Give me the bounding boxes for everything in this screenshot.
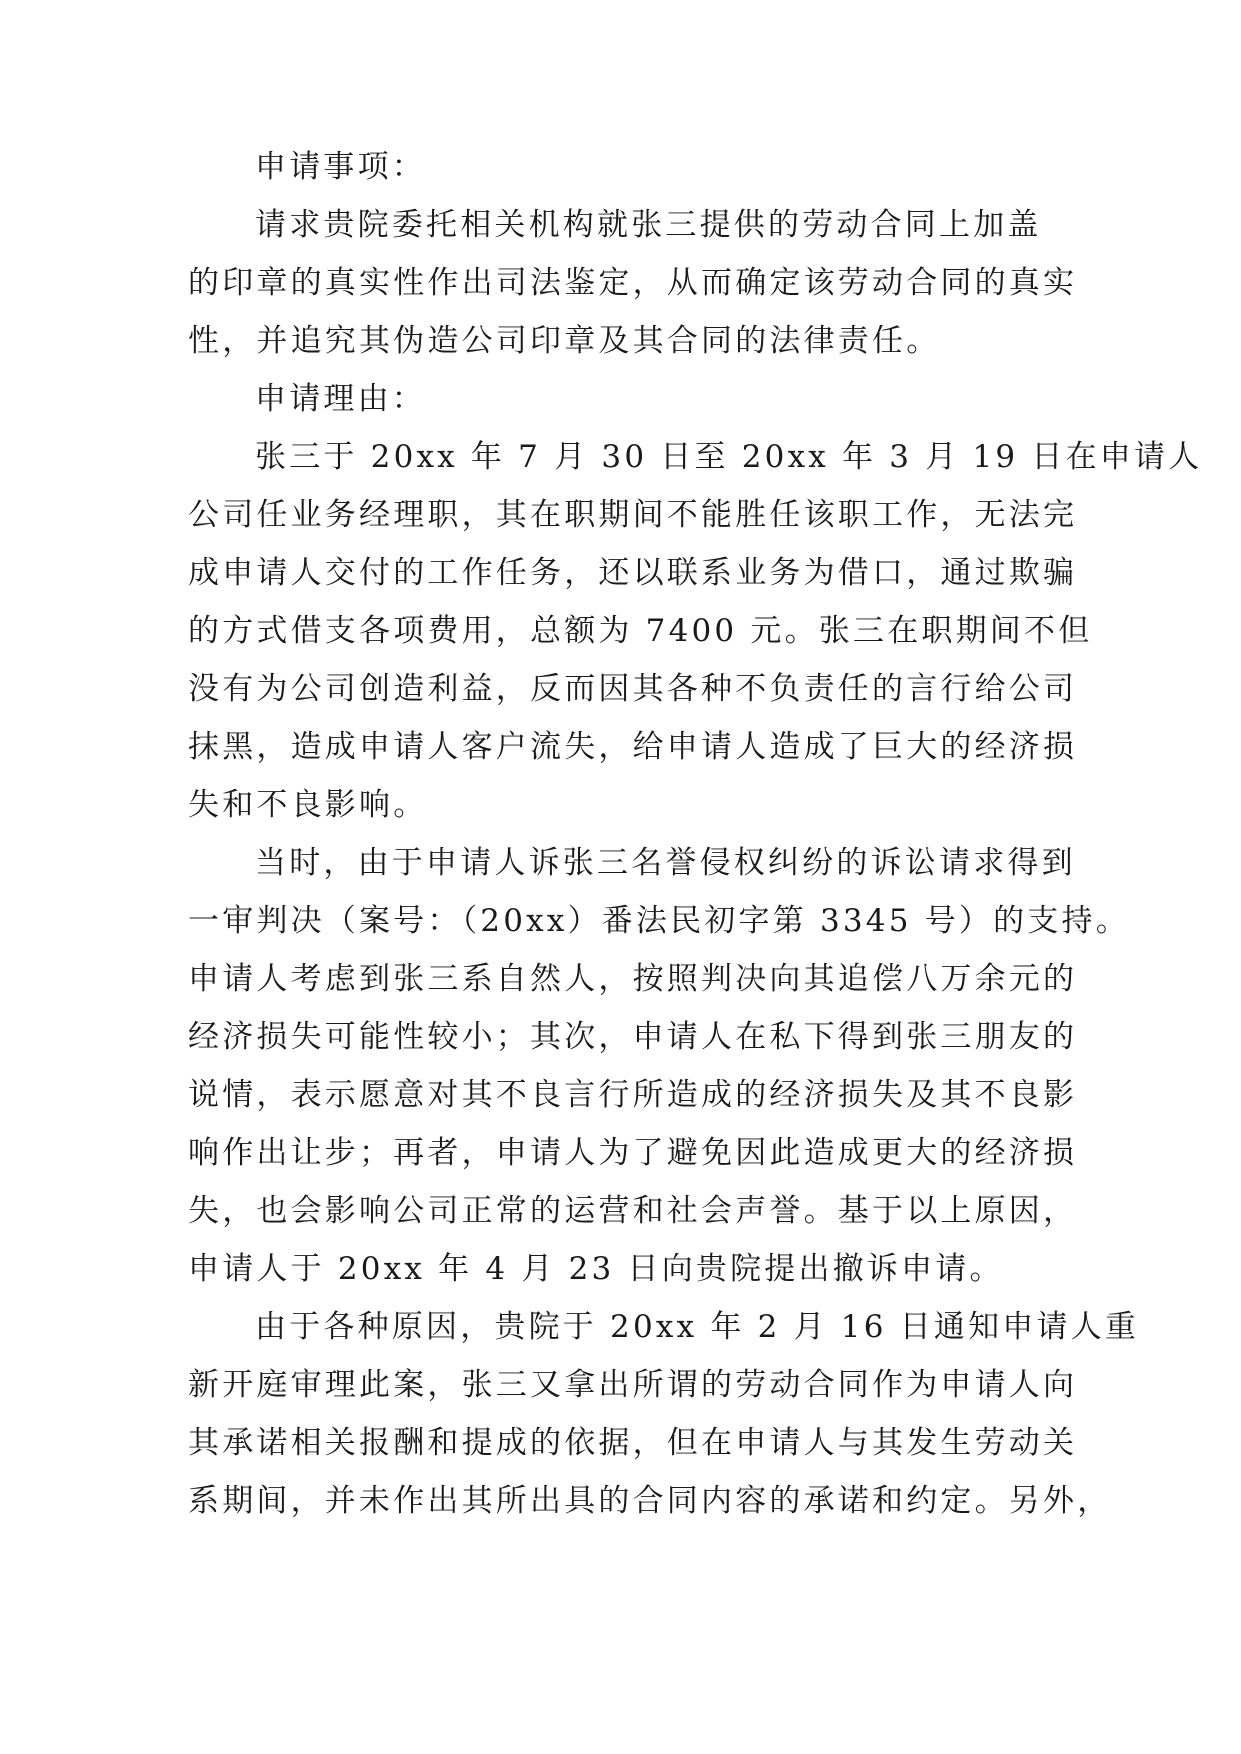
paragraph-line: 的印章的真实性作出司法鉴定，从而确定该劳动合同的真实	[188, 265, 1078, 301]
paragraph-line: 当时，由于申请人诉张三名誉侵权纠纷的诉讼请求得到	[255, 845, 1076, 881]
paragraph-line: 由于各种原因，贵院于 20xx 年 2 月 16 日通知申请人重	[255, 1309, 1140, 1345]
paragraph-line: 申请人考虑到张三系自然人，按照判决向其追偿八万余元的	[188, 961, 1078, 997]
paragraph-line: 公司任业务经理职，其在职期间不能胜任该职工作，无法完	[188, 497, 1078, 533]
paragraph-line: 系期间，并未作出其所出具的合同内容的承诺和约定。另外，	[188, 1483, 1112, 1519]
paragraph-line: 说情，表示愿意对其不良言行所造成的经济损失及其不良影	[188, 1077, 1078, 1113]
paragraph-line: 新开庭审理此案，张三又拿出所谓的劳动合同作为申请人向	[188, 1367, 1078, 1403]
paragraph-line: 的方式借支各项费用，总额为 7400 元。张三在职期间不但	[188, 613, 1093, 649]
paragraph-line: 请求贵院委托相关机构就张三提供的劳动合同上加盖	[255, 207, 1042, 243]
paragraph-line: 一审判决（案号：（20xx）番法民初字第 3345 号）的支持。	[188, 903, 1130, 939]
paragraph-line: 没有为公司创造利益，反而因其各种不负责任的言行给公司	[188, 671, 1078, 707]
paragraph-line: 成申请人交付的工作任务，还以联系业务为借口，通过欺骗	[188, 555, 1078, 591]
paragraph-line: 失，也会影响公司正常的运营和社会声誉。基于以上原因，	[188, 1193, 1078, 1229]
paragraph-line: 申请人于 20xx 年 4 月 23 日向贵院提出撤诉申请。	[188, 1251, 1004, 1287]
paragraph-line: 性，并追究其伪造公司印章及其合同的法律责任。	[188, 323, 941, 359]
paragraph-line: 响作出让步；再者，申请人为了避免因此造成更大的经济损	[188, 1135, 1078, 1171]
paragraph-line: 张三于 20xx 年 7 月 30 日至 20xx 年 3 月 19 日在申请人	[255, 439, 1203, 475]
paragraph-line: 失和不良影响。	[188, 787, 428, 823]
section-heading-requests: 申请事项：	[255, 149, 426, 185]
section-heading-reasons: 申请理由：	[255, 381, 426, 417]
paragraph-line: 抹黑，造成申请人客户流失，给申请人造成了巨大的经济损	[188, 729, 1078, 765]
paragraph-line: 经济损失可能性较小；其次，申请人在私下得到张三朋友的	[188, 1019, 1078, 1055]
paragraph-line: 其承诺相关报酬和提成的依据，但在申请人与其发生劳动关	[188, 1425, 1078, 1461]
